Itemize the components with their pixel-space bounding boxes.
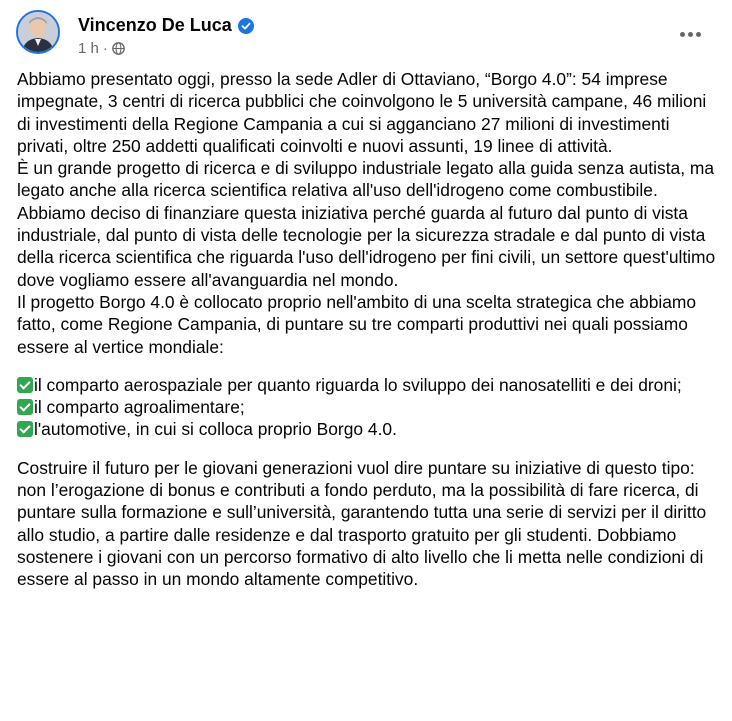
- post-header: [16, 10, 716, 58]
- check-mark-icon: [17, 377, 33, 393]
- post-timestamp[interactable]: 1 h: [78, 40, 99, 57]
- avatar-photo-icon: [18, 12, 58, 52]
- post-paragraph: Abbiamo presentato oggi, presso la sede Adler di Ottaviano, “Borgo 4.0”: 54 imprese impegnate, 3 centri di ricerca pubblici che coinvolgono le 5 università campane, 46 milioni di investimenti della Regione Campania a cui si agganciano 27 milioni di investimenti privati, oltre 250 addetti qualificati coinvolti e nuovi assunti, 19 linee di attività.: [17, 69, 707, 156]
- post-paragraph: Il progetto Borgo 4.0 è collocato proprio nell'ambito di una scelta strategica che abbiamo fatto, come Regione Campania, di puntare su tre comparti produttivi nei quali possiamo essere al vertice mondiale:: [17, 291, 697, 357]
- more-dot: [688, 32, 693, 37]
- post-paragraph: Abbiamo deciso di finanziare questa iniziativa perché guarda al futuro dal punto di vista industriale, dal punto di vista delle tecnologie per la sicurezza stradale e dal punto di vista della ricerca scientifica che riguarda l'uso dell'idrogeno per fini civili, un settore quest'ultimo dove vogliamo essere all'avanguardia nel mondo.: [17, 202, 716, 290]
- post-meta: [78, 40, 125, 57]
- globe-icon[interactable]: [112, 42, 125, 55]
- avatar[interactable]: [16, 10, 60, 54]
- author-row: [78, 15, 254, 36]
- check-mark-icon: [17, 421, 33, 437]
- post-body: [17, 68, 717, 591]
- more-dot: [680, 32, 685, 37]
- bullet-text: l'automotive, in cui si colloca proprio Borgo 4.0.: [34, 419, 397, 440]
- post-closing-paragraph: Costruire il futuro per le giovani generazioni vuol dire puntare su iniziative di questo tipo: non l’erogazione di bonus e contributi a fondo perduto, ma la possibilità di fare ricerca, di puntare sulla formazione e sull’università, garantendo tutta una serie di servizi per il diritto allo studio, a partire dalle residenze e dal trasporto gratuito per gli studenti. Dobbiamo sostenere i giovani con un percorso formativo di alto livello che li metta nelle condizioni di essere al passo in un mondo altamente competitivo.: [17, 457, 707, 590]
- paragraph-gap: [17, 358, 717, 374]
- author-name[interactable]: Vincenzo De Luca: [78, 15, 232, 35]
- post-paragraph: È un grande progetto di ricerca e di sviluppo industriale legato alla guida senza autista, ma legato anche alla ricerca scientifica relativa all'uso dell'idrogeno come combustibile.: [17, 158, 715, 201]
- paragraph-gap: [17, 441, 717, 457]
- verified-badge-icon: [238, 18, 254, 34]
- bullet-item: [17, 418, 717, 440]
- bullet-text: il comparto aerospaziale per quanto riguarda lo sviluppo dei nanosatelliti e dei droni;: [34, 374, 682, 395]
- meta-separator: ·: [102, 40, 108, 57]
- bullet-item: [17, 396, 717, 418]
- more-options-icon[interactable]: [672, 16, 708, 52]
- bullet-text: il comparto agroalimentare;: [34, 397, 245, 418]
- check-mark-icon: [17, 399, 33, 415]
- bullet-item: [17, 374, 717, 396]
- more-dot: [696, 32, 701, 37]
